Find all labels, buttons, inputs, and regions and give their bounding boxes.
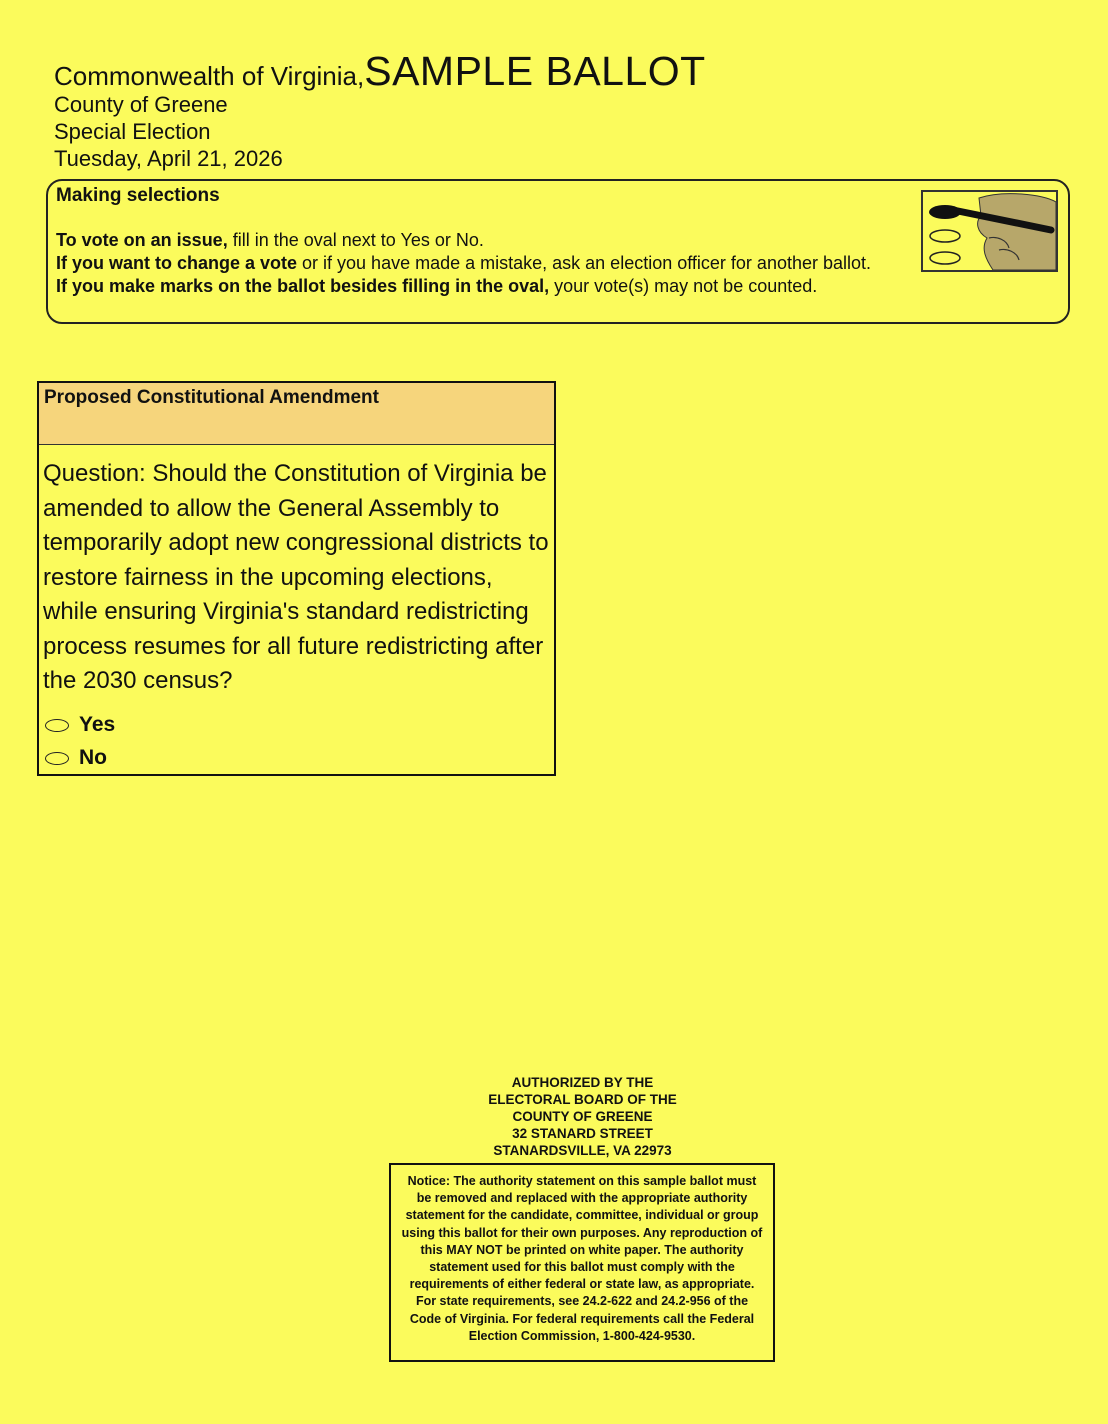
header-title-line (54, 48, 706, 94)
county-name: County of Greene (54, 92, 228, 117)
option-yes[interactable] (39, 709, 554, 742)
yes-label: Yes (79, 713, 116, 736)
instruction-2-bold: If you want to change a vote (56, 253, 298, 273)
instruction-3-text: your vote(s) may not be counted. (549, 276, 818, 296)
option-no[interactable] (39, 742, 554, 775)
instruction-1-text: fill in the oval next to Yes or No. (227, 230, 484, 250)
contest-question: Question: Should the Constitution of Virginia be amended to allow the General Assembly to temporarily adopt new congressional districts to restore fairness in the upcoming elections, while ensuring Virginia's standard redistricting process resumes for all future redistricting after the 2030 census? (43, 460, 549, 694)
instruction-2-text: or if you have made a mistake, ask an election officer for another ballot. (297, 253, 872, 273)
instruction-line-3 (56, 275, 926, 298)
ballot-header (54, 48, 706, 172)
authority-statement (440, 1074, 725, 1159)
no-label: No (79, 746, 107, 769)
election-name: Special Election (54, 119, 211, 144)
notice-box: Notice: The authority statement on this sample ballot must be removed and replaced with the appropriate authority statement for the candidate, committee, individual or group using this ballot for their own purposes. Any reproduction of this MAY NOT be printed on white paper. The authority statement used for this ballot must comply with the requirements of either federal or state law, as appropriate. For state requirements, see 24.2-622 and 24.2-956 of the Code of Virginia. For federal requirements call the Federal Election Commission, 1-800-424-9530. (389, 1163, 775, 1362)
authority-line-5: STANARDSVILLE, VA 22973 (493, 1143, 672, 1158)
authority-line-3: COUNTY OF GREENE (512, 1109, 653, 1124)
amendment-contest (37, 381, 556, 776)
ballot-type: SAMPLE BALLOT (364, 48, 706, 94)
instruction-3-bold: If you make marks on the ballot besides filling in the oval, (56, 276, 550, 296)
authority-line-4: 32 STANARD STREET (512, 1126, 653, 1141)
no-oval[interactable] (45, 752, 69, 765)
instructions-body (56, 229, 926, 298)
instructions-title: Making selections (56, 185, 220, 206)
hand-filling-oval-icon (921, 190, 1058, 272)
instruction-line-1 (56, 229, 926, 252)
authority-line-1: AUTHORIZED BY THE (511, 1075, 654, 1090)
instructions-box (46, 179, 1070, 324)
state-name: Commonwealth of Virginia, (54, 61, 365, 91)
contest-title: Proposed Constitutional Amendment (39, 383, 554, 445)
instruction-1-bold: To vote on an issue, (56, 230, 228, 250)
instruction-line-2 (56, 252, 926, 275)
contest-options (39, 709, 554, 775)
authority-line-2: ELECTORAL BOARD OF THE (488, 1092, 677, 1107)
election-date: Tuesday, April 21, 2026 (54, 146, 283, 171)
yes-oval[interactable] (45, 719, 69, 732)
